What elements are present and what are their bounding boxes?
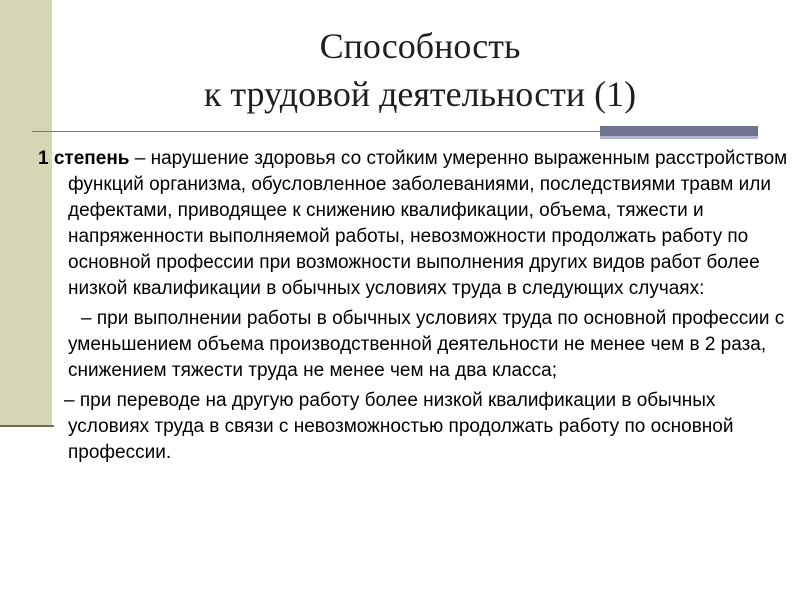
degree-description: – нарушение здоровья со стойким умеренно выраженным расстройством функций организма, обусловленное заболеваниями, последствиями травм или дефектами, приводящее к снижению квалификации, объема, тяжести и напряженности выполняемой работы, невозможности продолжать работу по основной профессии при возможности выполнения других видов работ более низкой квалификации в обычных условиях труда в следующих случаях: bbox=[68, 148, 788, 299]
degree-label: 1 степень bbox=[38, 148, 130, 169]
title-line-1: Способность bbox=[319, 26, 521, 66]
title-divider bbox=[32, 131, 600, 132]
slide-title bbox=[60, 22, 780, 118]
slide-body bbox=[38, 146, 788, 466]
accent-block bbox=[600, 126, 758, 136]
sub-item-1 bbox=[38, 306, 788, 384]
sub-item-2 bbox=[38, 388, 788, 466]
accent-block-shadow bbox=[600, 136, 758, 139]
sub-item-2-text: – при переводе на другую работу более низкой квалификации в обычных условиях труда в связи с невозможностью продолжать работу по основной профессии. bbox=[64, 390, 734, 463]
sub-item-1-text: – при выполнении работы в обычных условиях труда по основной профессии с уменьшением объема производственной деятельности не менее чем в 2 раза, снижением тяжести труда не менее чем на два класса; bbox=[68, 308, 785, 381]
title-line-2: к трудовой деятельности (1) bbox=[203, 74, 637, 114]
degree-definition bbox=[38, 146, 788, 302]
